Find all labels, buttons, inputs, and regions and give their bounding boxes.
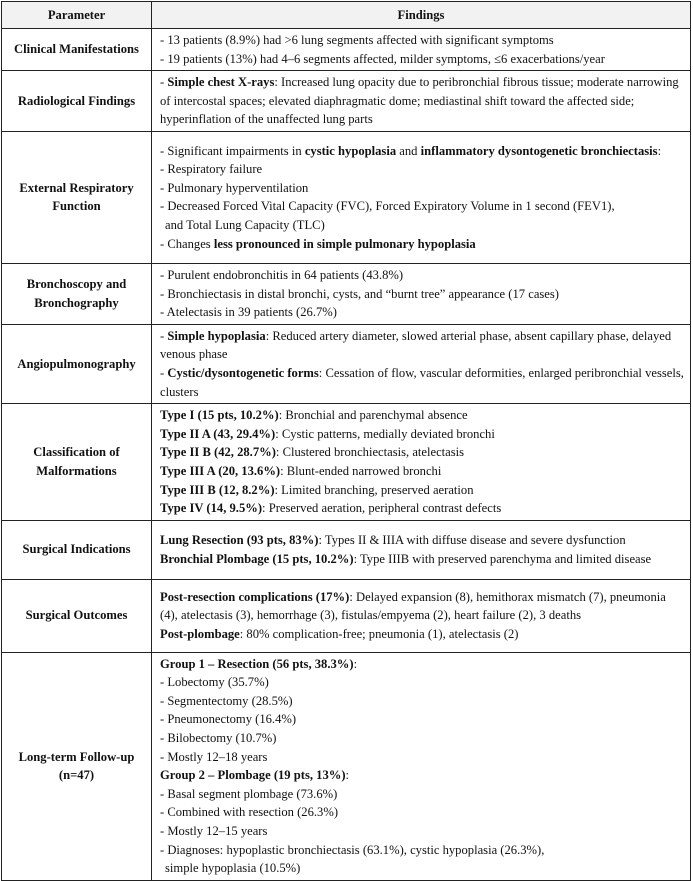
row-findings xyxy=(152,520,691,579)
row-parameter: Bronchoscopy and Bronchography xyxy=(2,263,152,324)
finding-line: Type IV (14, 9.5%): Preserved aeration, peripheral contrast defects xyxy=(160,501,502,516)
row-findings xyxy=(152,324,691,403)
header-parameter: Parameter xyxy=(2,2,152,29)
finding-line: - Decreased Forced Vital Capacity (FVC), Forced Expiratory Volume in 1 second (FEV1), xyxy=(160,199,615,214)
finding-line: Type II A (43, 29.4%): Cystic patterns, medially deviated bronchi xyxy=(160,426,495,441)
row-parameter: Clinical Manifestations xyxy=(2,29,152,71)
finding-line: - Mostly 12–15 years xyxy=(160,824,268,839)
finding-intro: - Significant impairments in cystic hypoplasia and inflammatory dysontogenetic bronchiectasis: xyxy=(160,143,662,158)
finding-line: - 13 patients (8.9%) had >6 lung segments affected with significant symptoms xyxy=(160,33,554,47)
finding-line: - Cystic/dysontogenetic forms: Cessation of flow, vascular deformities, enlarged peribronchial vessels, clusters xyxy=(160,365,684,399)
finding-line: and Total Lung Capacity (TLC) xyxy=(165,218,325,233)
finding-line: - Basal segment plombage (73.6%) xyxy=(160,786,338,801)
header-findings: Findings xyxy=(152,2,691,29)
row-parameter: External Respiratory Function xyxy=(2,131,152,263)
finding-line: Type III B (12, 8.2%): Limited branching, preserved aeration xyxy=(160,482,474,497)
finding-line: - Pneumonectomy (16.4%) xyxy=(160,712,297,727)
table-row xyxy=(2,29,691,71)
finding-line: - Lobectomy (35.7%) xyxy=(160,675,269,690)
table-row xyxy=(2,324,691,403)
table-row xyxy=(2,404,691,521)
finding-line: Lung Resection (93 pts, 83%): Types II & IIIA with diffuse disease and severe dysfunction xyxy=(160,533,626,548)
finding-line: - Atelectasis in 39 patients (26.7%) xyxy=(160,305,337,320)
finding-line: - Bilobectomy (10.7%) xyxy=(160,731,277,746)
table-row xyxy=(2,520,691,579)
finding-line: - Combined with resection (26.3%) xyxy=(160,805,339,820)
row-parameter: Radiological Findings xyxy=(2,71,152,132)
finding-line: Bronchial Plombage (15 pts, 10.2%): Type IIIB with preserved parenchyma and limited disease xyxy=(160,551,652,566)
finding-line: Post-plombage: 80% complication-free; pneumonia (1), atelectasis (2) xyxy=(160,626,519,641)
finding-line: - Segmentectomy (28.5%) xyxy=(160,693,293,708)
row-findings xyxy=(152,131,691,263)
finding-line: Type II B (42, 28.7%): Clustered bronchiectasis, atelectasis xyxy=(160,445,465,460)
finding-line: - Purulent endobronchitis in 64 patients (43.8%) xyxy=(160,267,404,282)
finding-line: - Simple hypoplasia: Reduced artery diameter, slowed arterial phase, absent capillary phase, delayed venous phase xyxy=(160,328,672,362)
finding-line: simple hypoplasia (10.5%) xyxy=(165,861,301,876)
row-parameter: Surgical Indications xyxy=(2,520,152,579)
header-row xyxy=(2,2,691,29)
finding-line: - Mostly 12–18 years xyxy=(160,749,268,764)
row-findings xyxy=(152,579,691,652)
group-heading: Group 1 – Resection (56 pts, 38.3%): xyxy=(160,656,358,671)
row-parameter: Long-term Follow-up (n=47) xyxy=(2,652,152,880)
finding-line: Post-resection complications (17%): Delayed expansion (8), hemithorax mismatch (7), pneumonia (4), atelectasis (3), hemorrhage (3), fistulas/empyema (2), heart failure (2), 3 deaths xyxy=(160,589,666,623)
finding-line: - Diagnoses: hypoplastic bronchiectasis (63.1%), cystic hypoplasia (26.3%), xyxy=(160,842,545,857)
finding-line: - Changes less pronounced in simple pulmonary hypoplasia xyxy=(160,236,476,251)
row-findings xyxy=(152,71,691,132)
finding-line: Type III A (20, 13.6%): Blunt-ended narrowed bronchi xyxy=(160,463,442,478)
finding-line: - Respiratory failure xyxy=(160,162,263,177)
row-parameter: Classification of Malformations xyxy=(2,404,152,521)
findings-table xyxy=(1,1,691,881)
group-heading: Group 2 – Plombage (19 pts, 13%): xyxy=(160,768,350,783)
finding-line: Type I (15 pts, 10.2%): Bronchial and parenchymal absence xyxy=(160,408,468,423)
row-findings xyxy=(152,29,691,71)
table-row xyxy=(2,71,691,132)
row-findings xyxy=(152,263,691,324)
table-row xyxy=(2,579,691,652)
table-row xyxy=(2,263,691,324)
finding-line: - 19 patients (13%) had 4–6 segments affected, milder symptoms, ≤6 exacerbations/year xyxy=(160,51,605,66)
table-row xyxy=(2,652,691,880)
table-row xyxy=(2,131,691,263)
finding-line: - Pulmonary hyperventilation xyxy=(160,180,309,195)
finding-line: - Bronchiectasis in distal bronchi, cysts, and “burnt tree” appearance (17 cases) xyxy=(160,286,559,301)
row-parameter: Surgical Outcomes xyxy=(2,579,152,652)
finding-line: - Simple chest X-rays: Increased lung opacity due to peribronchial fibrous tissue; moderate narrowing of intercostal spaces; elevated diaphragmatic dome; mediastinal shift toward the affected side; hyperinflation of the unaffected lung parts xyxy=(160,75,679,127)
row-parameter: Angiopulmonography xyxy=(2,324,152,403)
row-findings xyxy=(152,404,691,521)
row-findings xyxy=(152,652,691,880)
